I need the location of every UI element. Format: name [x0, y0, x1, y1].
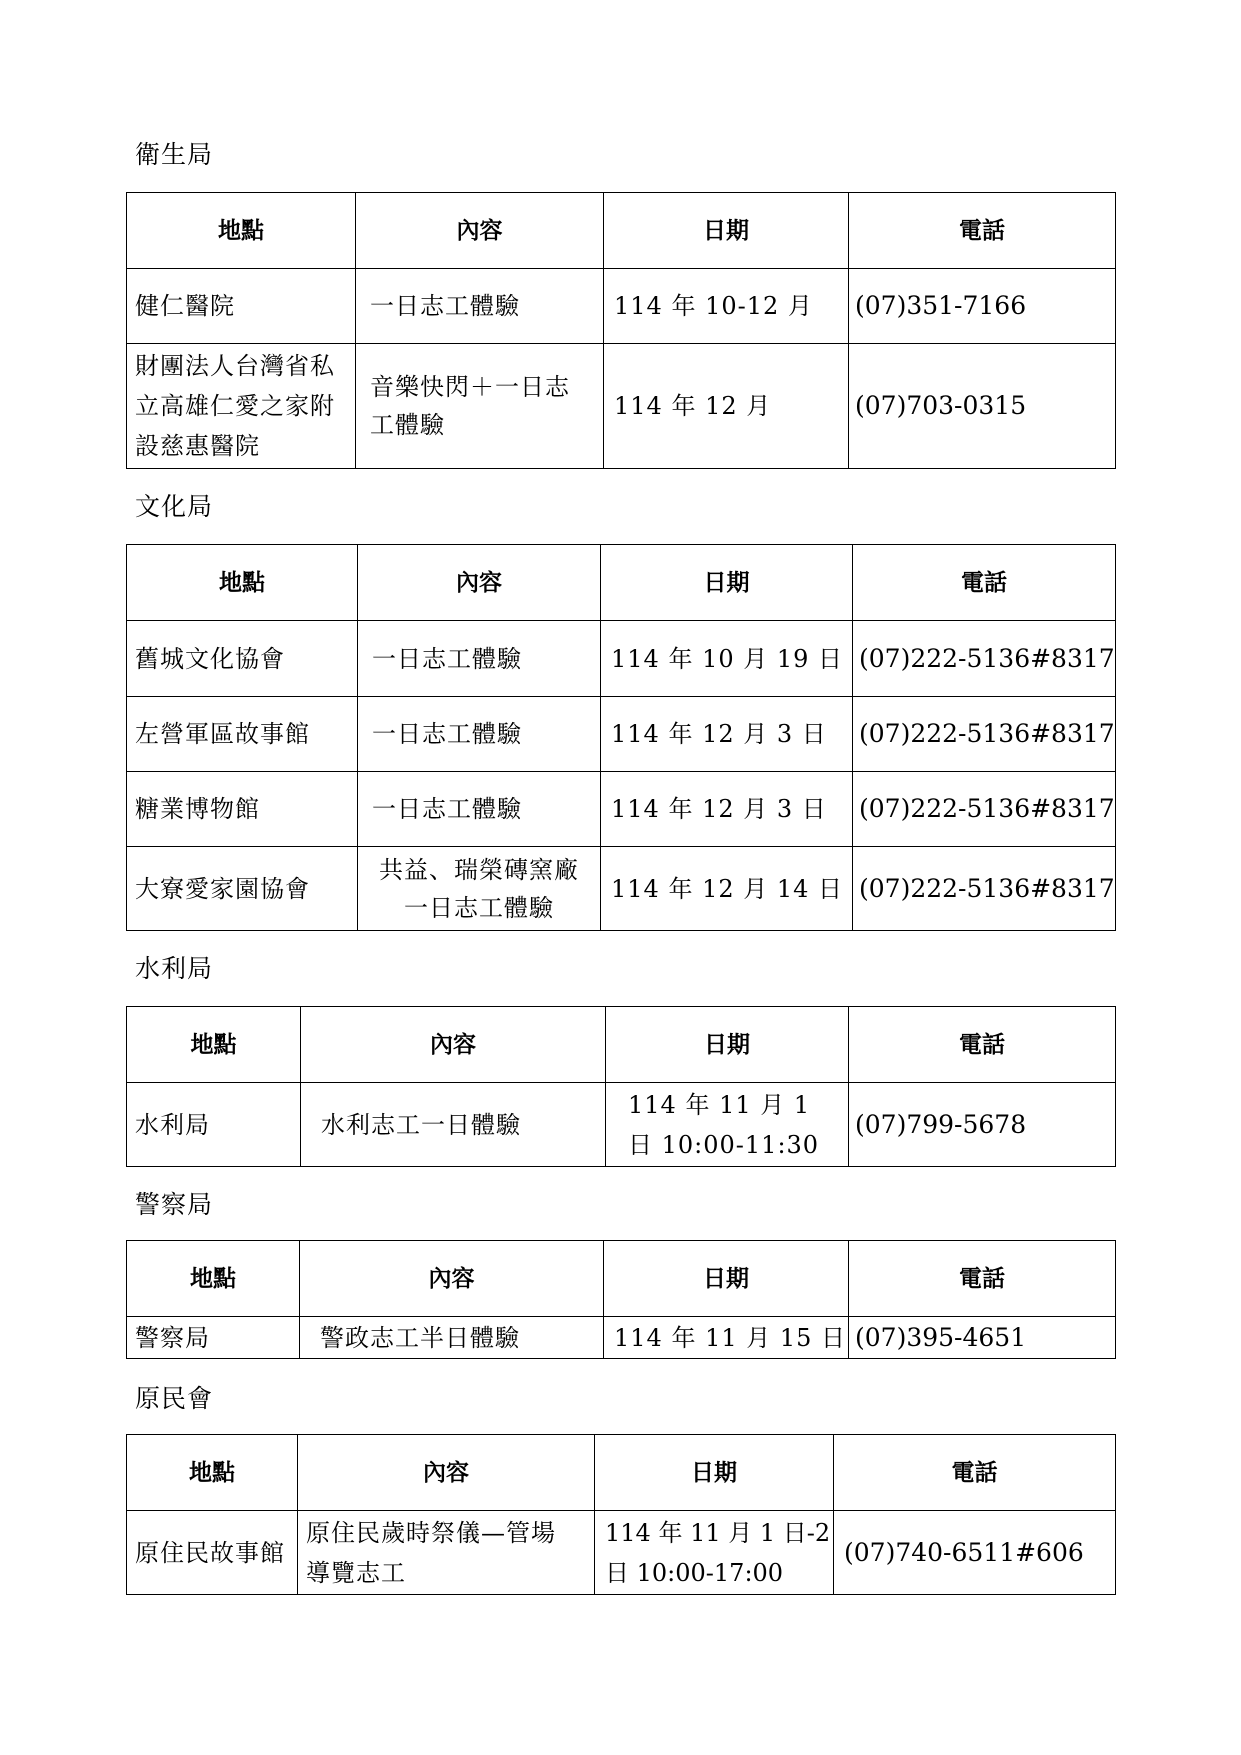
cell-phone: (07)222-5136#8317 [853, 621, 1116, 697]
cell-phone: (07)222-5136#8317 [853, 772, 1116, 847]
header-location: 地點 [127, 1007, 301, 1083]
table-row [127, 621, 1116, 697]
cell-phone: (07)222-5136#8317 [853, 847, 1116, 931]
header-content: 內容 [300, 1241, 604, 1317]
cell-date: 114 年 12 月 [604, 344, 849, 469]
cell-content: 音樂快閃＋一日志工體驗 [356, 344, 604, 469]
table-row [127, 1511, 1116, 1595]
cell-content: 一日志工體驗 [358, 772, 601, 847]
cell-phone: (07)740-6511#606 [834, 1511, 1116, 1595]
table-header-row [127, 1435, 1116, 1511]
header-date: 日期 [601, 545, 853, 621]
cell-content: 一日志工體驗 [358, 621, 601, 697]
culture-bureau-table [126, 544, 1116, 931]
cell-phone: (07)222-5136#8317 [853, 697, 1116, 772]
cell-phone: (07)703-0315 [849, 344, 1116, 469]
cell-date: 114 年 10-12 月 [604, 269, 849, 344]
cell-date: 114 年 11 月 15 日 [604, 1317, 849, 1359]
cell-location: 左營軍區故事館 [127, 697, 358, 772]
header-location: 地點 [127, 1435, 298, 1511]
cell-location: 大寮愛家園協會 [127, 847, 358, 931]
section-title: 文化局 [135, 492, 214, 521]
table-header-row [127, 193, 1116, 269]
cell-date: 114 年 10 月 19 日 [601, 621, 853, 697]
table-header-row [127, 1241, 1116, 1317]
cell-content: 一日志工體驗 [358, 697, 601, 772]
table-header-row [127, 1007, 1116, 1083]
header-phone: 電話 [849, 1007, 1116, 1083]
header-location: 地點 [127, 545, 358, 621]
cell-location: 健仁醫院 [127, 269, 356, 344]
header-date: 日期 [595, 1435, 834, 1511]
cell-location: 舊城文化協會 [127, 621, 358, 697]
header-phone: 電話 [849, 193, 1116, 269]
cell-date: 114 年 12 月 3 日 [601, 772, 853, 847]
table-row [127, 344, 1116, 469]
table-row [127, 697, 1116, 772]
cell-content: 警政志工半日體驗 [300, 1317, 604, 1359]
table-row [127, 1083, 1116, 1167]
header-phone: 電話 [853, 545, 1116, 621]
table-row [127, 772, 1116, 847]
water-bureau-table [126, 1006, 1116, 1167]
table-header-row [127, 545, 1116, 621]
cell-phone: (07)799-5678 [849, 1083, 1116, 1167]
section-title: 警察局 [135, 1190, 214, 1219]
header-phone: 電話 [834, 1435, 1116, 1511]
cell-location: 財團法人台灣省私立高雄仁愛之家附設慈惠醫院 [127, 344, 356, 469]
cell-content: 共益、瑞榮磚窯廠一日志工體驗 [358, 847, 601, 931]
cell-location: 原住民故事館 [127, 1511, 298, 1595]
header-date: 日期 [604, 193, 849, 269]
indigenous-council-table [126, 1434, 1116, 1595]
table-row [127, 269, 1116, 344]
cell-phone: (07)351-7166 [849, 269, 1116, 344]
header-phone: 電話 [849, 1241, 1116, 1317]
header-location: 地點 [127, 193, 356, 269]
header-content: 內容 [301, 1007, 606, 1083]
cell-date: 114 年 11 月 1 日 10:00-11:30 [606, 1083, 849, 1167]
cell-location: 警察局 [127, 1317, 300, 1359]
header-content: 內容 [358, 545, 601, 621]
header-date: 日期 [606, 1007, 849, 1083]
cell-content: 原住民歲時祭儀—管場導覽志工 [298, 1511, 595, 1595]
cell-content: 一日志工體驗 [356, 269, 604, 344]
header-location: 地點 [127, 1241, 300, 1317]
cell-date: 114 年 11 月 1 日-2 日 10:00-17:00 [595, 1511, 834, 1595]
cell-date: 114 年 12 月 14 日 [601, 847, 853, 931]
section-title: 水利局 [135, 954, 214, 983]
header-content: 內容 [356, 193, 604, 269]
header-date: 日期 [604, 1241, 849, 1317]
cell-location: 水利局 [127, 1083, 301, 1167]
table-row [127, 847, 1116, 931]
section-title: 衛生局 [135, 140, 214, 169]
cell-location: 糖業博物館 [127, 772, 358, 847]
section-title: 原民會 [135, 1384, 214, 1413]
cell-date: 114 年 12 月 3 日 [601, 697, 853, 772]
cell-phone: (07)395-4651 [849, 1317, 1116, 1359]
health-bureau-table [126, 192, 1116, 469]
header-content: 內容 [298, 1435, 595, 1511]
cell-content: 水利志工一日體驗 [301, 1083, 606, 1167]
table-row [127, 1317, 1116, 1359]
police-bureau-table [126, 1240, 1116, 1359]
